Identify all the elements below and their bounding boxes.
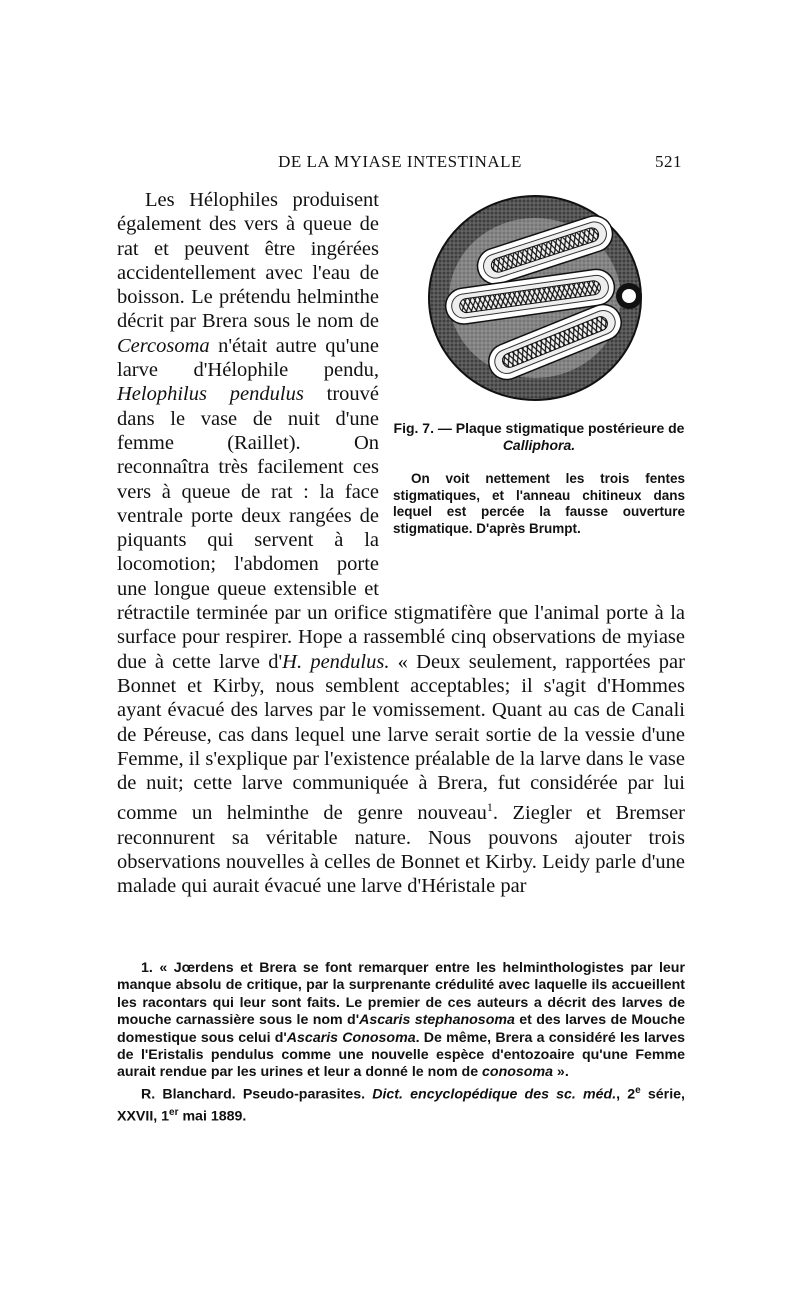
text-run: . Ziegler et Bremser reconnurent sa véritable nature. Nous pouvons ajouter trois observations nouvelles à celles de Bonnet et Kirby. Leidy parle d'une malade qui aurait évacué une larve d'Héristale par	[117, 802, 685, 898]
text-run: 1. « Jœrdens et Brera se font remarquer entre les helminthologistes par leur manque absolu de critique, par la surprenante crédulité avec laquelle ils accueillent les racontars qui leur sont faits. Le premier de ces auteurs a décrit des larves de mouche carnassière sous le nom d'	[117, 960, 685, 1029]
main-text	[117, 188, 685, 898]
text-run: ».	[552, 1064, 569, 1081]
figure-caption-body: On voit nettement les trois fentes stigmatiques, et l'anneau chitineux dans lequel est percée la fausse ouverture stigmatique. D'après Brumpt.	[393, 471, 685, 536]
footnote-reference	[117, 1082, 685, 1126]
running-title: DE LA MYIASE INTESTINALE	[278, 152, 522, 171]
caption-title-genus: Calliphora.	[502, 437, 576, 453]
text-run: « Deux seulement, rapportées par Bonnet et Kirby, nous semblent acceptables; il s'agit d'Hommes ayant évacué des larves par le vomissement. Quant au cas de Canali de Péreuse, cas dans lequel une larve serait sortie de la vessie d'une Femme, il s'explique par l'existence préalable de la larve dans le vase de nuit; cette larve communiquée à Brera, fut considérée par lui comme un helminthe de genre nouveau	[117, 650, 685, 825]
italic-run: Cercosoma	[117, 334, 210, 357]
text-run: , 2	[616, 1086, 636, 1103]
footnotes	[117, 960, 685, 1126]
caption-title-text: Fig. 7. — Plaque stigmatique postérieure de	[393, 420, 685, 436]
footnote-marker: 1	[486, 800, 493, 815]
page-number: 521	[655, 152, 682, 171]
text-run: n'était autre qu'une larve d'Hélophile pendu,	[117, 334, 379, 382]
italic-run: conosoma	[482, 1064, 553, 1081]
footnote-1	[117, 960, 685, 1082]
running-header	[118, 152, 682, 182]
figure-caption-title	[393, 420, 685, 454]
italic-run: Dict. encyclopédique des sc. méd.	[372, 1086, 617, 1103]
text-run: trouvé dans le vase de nuit d'une femme (Raillet). On reconnaîtra très facilement ces vers à queue de rat : la face ventrale porte deux rangées de piquants qui servent à la locomotion; l'abdomen porte une longue queue extensible et rétractile terminée par un orifice stigmatifère que l'animal porte à la surface pour respirer. Hope a rassemblé cinq observations de myiase due à cette larve d'	[117, 383, 685, 673]
text-run: série, XXVII, 1	[117, 1086, 685, 1125]
text-run: Les Hélophiles produisent également des vers à queue de rat et peuvent être ingérées accidentellement avec l'eau de boisson. Le prétendu helminthe décrit par Brera sous le nom de	[117, 189, 379, 333]
stigmatic-plate-illustration	[415, 192, 663, 404]
text-run: et des larves de Mouche domestique sous celui d'	[117, 1012, 685, 1046]
figure-7	[393, 192, 685, 596]
italic-run: H. pendulus.	[282, 650, 390, 673]
superscript: er	[169, 1106, 179, 1118]
italic-run: Ascaris Conosoma	[286, 1029, 416, 1046]
text-run: R. Blanchard. Pseudo-parasites.	[141, 1086, 373, 1103]
text-run: . De même, Brera a considéré les larves de l'Eristalis pendulus comme une nouvelle espèce d'entozoaire qu'une Femme aurait rendue par les urines et leur a donné le nom de	[117, 1029, 685, 1081]
superscript: e	[635, 1084, 641, 1096]
italic-run: Helophilus pendulus	[117, 383, 304, 406]
text-run: mai 1889.	[178, 1108, 247, 1125]
italic-run: Ascaris stephanosoma	[359, 1012, 515, 1029]
